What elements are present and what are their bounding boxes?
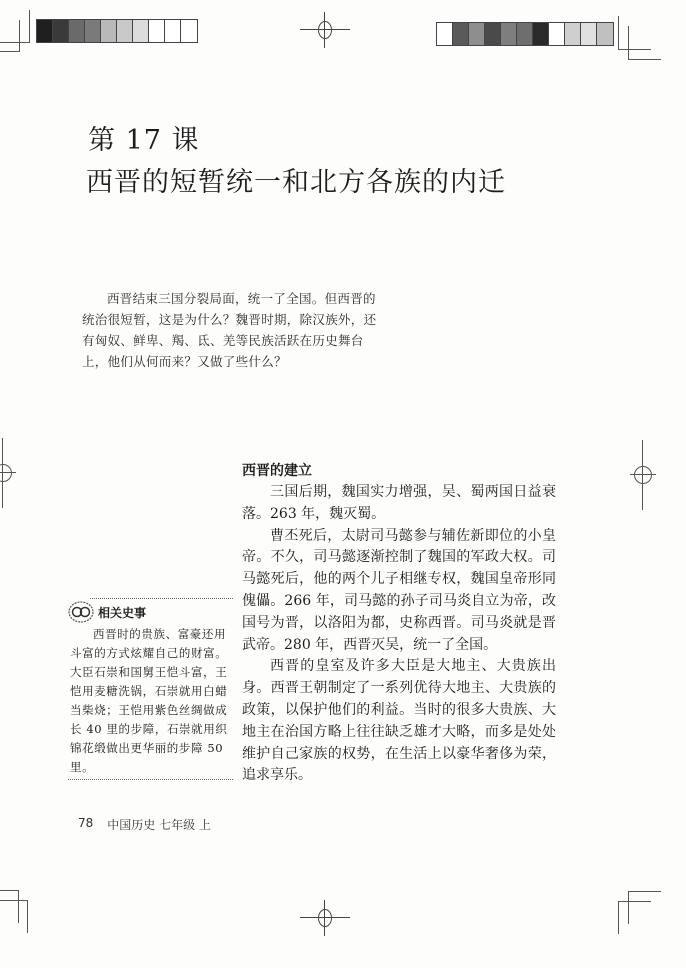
book-title: 中国历史 七年级 上 <box>107 818 211 832</box>
color-swatch <box>101 20 117 42</box>
divider <box>68 779 233 780</box>
registration-mark-bottom <box>300 900 350 936</box>
lesson-number: 第 17 课 <box>88 125 200 156</box>
page-footer <box>78 816 211 833</box>
related-history-icon <box>68 601 94 623</box>
paragraph: 西晋的皇室及许多大臣是大地主、大贵族出身。西晋王朝制定了一系列优待大地主、大贵族的政策，以保护他们的利益。当时的很多大贵族、大地主在治国方略上往往缺乏雄才大略，而多是处处维护自己家族的权势，在生活上以豪华奢侈为荣，追求享乐。 <box>242 658 556 784</box>
color-swatch <box>437 23 453 45</box>
page-number: 78 <box>78 816 94 830</box>
registration-mark-right <box>630 440 656 510</box>
color-swatch <box>133 20 149 42</box>
color-swatch <box>469 23 485 45</box>
color-swatch <box>565 23 581 45</box>
color-swatch <box>501 23 517 45</box>
color-swatch <box>149 20 165 42</box>
color-swatch <box>533 23 549 45</box>
color-swatch <box>85 20 101 42</box>
color-swatch <box>597 23 613 45</box>
paragraph: 曹丕死后，太尉司马懿参与辅佐新即位的小皇帝。不久，司马懿逐渐控制了魏国的军政大权。司马懿死后，他的两个儿子相继专权，魏国皇帝形同傀儡。266 年，司马懿的孙子司马炎自立为帝，改国号为晋，以洛阳为都，史称西晋。司马炎就是晋武帝。280 年，西晋灭吴，统一了全国。 <box>242 527 556 653</box>
related-history-text: 西晋时的贵族、富豪还用斗富的方式炫耀自己的财富。大臣石崇和国舅王恺斗富，王恺用麦糖洗锅，石崇就用白蜡当柴烧；王恺用紫色丝绸做成长 40 里的步障，石崇就用织锦花缎做出更华丽的步障 50 里。 <box>70 627 228 774</box>
registration-mark-top <box>300 12 350 48</box>
crop-mark-bottom-right-inner <box>618 901 651 934</box>
related-history-heading: 相关史事 <box>98 605 147 620</box>
crop-mark-top-right-inner <box>628 26 661 60</box>
section-body <box>242 482 556 787</box>
crop-mark-bottom-left-inner <box>0 900 28 933</box>
color-swatch <box>453 23 469 45</box>
color-swatch <box>581 23 597 45</box>
color-swatch <box>485 23 501 45</box>
divider <box>90 598 233 599</box>
color-calibration-bar-right <box>436 22 614 46</box>
color-swatch <box>181 20 197 42</box>
color-swatch <box>165 20 181 42</box>
section-title: 西晋的建立 <box>242 463 312 479</box>
lesson-intro: 西晋结束三国分裂局面，统一了全国。但西晋的统治很短暂，这是为什么？魏晋时期，除汉族外，还有匈奴、鲜卑、羯、氐、羌等民族活跃在历史舞台上，他们从何而来？又做了些什么？ <box>82 291 377 369</box>
registration-mark-left <box>0 438 16 508</box>
color-swatch <box>549 23 565 45</box>
related-history-box <box>68 598 233 780</box>
color-swatch <box>37 20 53 42</box>
paragraph: 三国后期，魏国实力增强，吴、蜀两国日益衰落。263 年，魏灭蜀。 <box>242 484 556 522</box>
color-swatch <box>517 23 533 45</box>
color-swatch <box>69 20 85 42</box>
crop-mark-top-left-inner <box>0 20 20 52</box>
lesson-title: 西晋的短暂统一和北方各族的内迁 <box>86 167 506 198</box>
color-swatch <box>117 20 133 42</box>
color-swatch <box>53 20 69 42</box>
color-calibration-bar-left <box>36 19 198 43</box>
